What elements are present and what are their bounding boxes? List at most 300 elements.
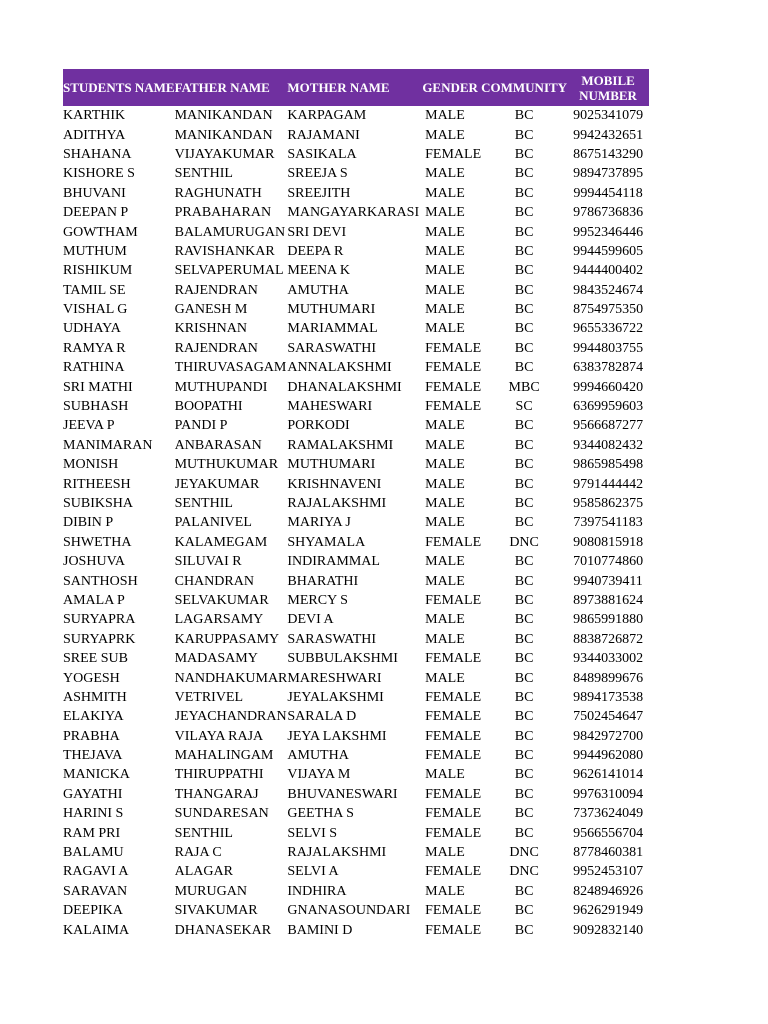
- community-cell[interactable]: BC: [514, 243, 534, 259]
- gender-cell[interactable]: FEMALE: [425, 903, 482, 919]
- table-row: [63, 649, 649, 668]
- father-name-cell[interactable]: SENTHIL: [174, 496, 233, 511]
- mother-name-cell[interactable]: AMUTHA: [287, 282, 349, 298]
- student-name-cell[interactable]: MONISH: [63, 457, 119, 473]
- community-cell[interactable]: BC: [514, 573, 534, 589]
- header-mobile-number[interactable]: MOBILE NUMBER: [567, 69, 649, 106]
- mother-name-cell[interactable]: SELVI S: [287, 825, 338, 841]
- mobile-number-cell[interactable]: 9344033002: [573, 651, 644, 667]
- father-name-cell[interactable]: CHANDRAN: [174, 573, 254, 589]
- father-name-cell[interactable]: KALAMEGAM: [174, 534, 268, 550]
- mother-name-cell[interactable]: SHYAMALA: [287, 534, 366, 550]
- gender-cell[interactable]: FEMALE: [425, 340, 482, 356]
- father-name-cell[interactable]: SIVAKUMAR: [174, 903, 258, 919]
- table-row: [63, 862, 649, 881]
- mobile-number-cell[interactable]: 9566687277: [573, 418, 644, 434]
- mother-name-cell[interactable]: RAMALAKSHMI: [287, 437, 394, 453]
- father-name-cell[interactable]: KRISHNAN: [174, 321, 247, 337]
- community-cell[interactable]: BC: [514, 670, 534, 686]
- table-row: [63, 591, 649, 610]
- gender-cell[interactable]: FEMALE: [425, 709, 482, 725]
- father-name-cell[interactable]: MUTHUKUMAR: [174, 457, 279, 473]
- mother-name-cell[interactable]: SASIKALA: [287, 146, 357, 162]
- community-cell[interactable]: BC: [514, 806, 534, 822]
- gender-cell[interactable]: FEMALE: [425, 399, 482, 415]
- community-cell[interactable]: BC: [514, 515, 534, 531]
- mobile-number-cell[interactable]: 9944962080: [573, 748, 644, 764]
- mother-name-cell[interactable]: SREEJA S: [287, 166, 348, 182]
- community-cell[interactable]: BC: [514, 224, 534, 240]
- header-students-name[interactable]: STUDENTS NAME: [63, 69, 175, 106]
- student-name-cell[interactable]: DEEPIKA: [63, 903, 123, 919]
- mobile-number-cell[interactable]: 9025341079: [573, 108, 644, 124]
- student-name-cell[interactable]: GAYATHI: [63, 786, 123, 802]
- student-name-cell[interactable]: MANIMARAN: [63, 437, 153, 453]
- mobile-number-cell[interactable]: 9940739411: [573, 573, 643, 589]
- father-name-cell[interactable]: THANGARAJ: [174, 786, 259, 802]
- table-row: [63, 300, 649, 319]
- gender-cell[interactable]: MALE: [425, 670, 465, 686]
- student-name-cell[interactable]: RATHINA: [63, 360, 125, 376]
- table-row: [63, 668, 649, 687]
- gender-cell[interactable]: MALE: [425, 631, 465, 647]
- gender-cell[interactable]: FEMALE: [425, 748, 482, 764]
- father-name-cell[interactable]: JEYACHANDRAN: [174, 709, 287, 725]
- mobile-number-cell[interactable]: 9092832140: [573, 922, 644, 938]
- community-cell[interactable]: BC: [514, 302, 534, 318]
- header-gender[interactable]: GENDER: [419, 69, 481, 106]
- gender-cell[interactable]: MALE: [425, 224, 465, 240]
- header-row: [63, 69, 649, 106]
- community-cell[interactable]: BC: [514, 282, 534, 298]
- spreadsheet: [63, 69, 649, 940]
- mother-name-cell[interactable]: KRISHNAVENI: [287, 476, 382, 492]
- mobile-number-cell[interactable]: 9952346446: [573, 224, 644, 240]
- table-row: [63, 319, 649, 338]
- table-row: [63, 746, 649, 765]
- father-name-cell[interactable]: RAGHUNATH: [174, 185, 262, 201]
- gender-cell[interactable]: MALE: [425, 282, 465, 298]
- mother-name-cell[interactable]: BAMINI D: [287, 922, 353, 938]
- student-name-cell[interactable]: VISHAL G: [63, 302, 128, 318]
- mother-name-cell[interactable]: RAJAMANI: [287, 127, 360, 143]
- table-row: [63, 552, 649, 571]
- gender-cell[interactable]: FEMALE: [425, 651, 482, 667]
- mother-name-cell[interactable]: BHARATHI: [287, 573, 359, 589]
- father-name-cell[interactable]: DHANASEKAR: [174, 922, 272, 938]
- table-row: [63, 765, 649, 784]
- father-name-cell[interactable]: THIRUVASAGAM: [174, 360, 287, 376]
- mother-name-cell[interactable]: MARESHWARI: [287, 670, 382, 686]
- mother-name-cell[interactable]: SARASWATHI: [287, 340, 377, 356]
- community-cell[interactable]: DNC: [509, 845, 539, 861]
- community-cell[interactable]: BC: [514, 205, 534, 221]
- mother-name-cell[interactable]: DHANALAKSHMI: [287, 379, 402, 395]
- mother-name-cell[interactable]: SARASWATHI: [287, 631, 377, 647]
- student-name-cell[interactable]: JOSHUVA: [63, 554, 125, 570]
- mobile-number-cell[interactable]: 9843524674: [573, 282, 644, 298]
- header-mother-name[interactable]: MOTHER NAME: [287, 69, 419, 106]
- mobile-number-cell[interactable]: 9976310094: [573, 786, 644, 802]
- community-cell[interactable]: BC: [514, 922, 534, 938]
- father-name-cell[interactable]: BOOPATHI: [174, 399, 243, 415]
- gender-cell[interactable]: MALE: [425, 845, 465, 861]
- gender-cell[interactable]: MALE: [425, 418, 465, 434]
- mother-name-cell[interactable]: SREEJITH: [287, 185, 351, 201]
- student-name-cell[interactable]: SREE SUB: [63, 651, 128, 667]
- header-father-name[interactable]: FATHER NAME: [175, 69, 288, 106]
- father-name-cell[interactable]: MURUGAN: [174, 883, 247, 899]
- mother-name-cell[interactable]: MUTHUMARI: [287, 302, 376, 318]
- father-name-cell[interactable]: PRABAHARAN: [174, 205, 272, 221]
- table-row: [63, 610, 649, 629]
- mother-name-cell[interactable]: SRI DEVI: [287, 224, 347, 240]
- mother-name-cell[interactable]: MARIYA J: [287, 515, 351, 531]
- mother-name-cell[interactable]: MANGAYARKARASI: [287, 205, 420, 221]
- father-name-cell[interactable]: RAJA C: [174, 845, 222, 861]
- mobile-number-cell[interactable]: 9786736836: [573, 205, 644, 221]
- student-name-cell[interactable]: AMALA P: [63, 592, 125, 608]
- student-name-cell[interactable]: SURYAPRK: [63, 631, 136, 647]
- father-name-cell[interactable]: VILAYA RAJA: [174, 728, 264, 744]
- father-name-cell[interactable]: VETRIVEL: [174, 689, 244, 705]
- community-cell[interactable]: BC: [514, 185, 534, 201]
- mobile-number-cell[interactable]: 9865985498: [573, 457, 644, 473]
- student-name-cell[interactable]: JEEVA P: [63, 418, 115, 434]
- father-name-cell[interactable]: JEYAKUMAR: [174, 476, 260, 492]
- mobile-number-cell[interactable]: 9944599605: [573, 243, 644, 259]
- mobile-number-cell[interactable]: 9865991880: [573, 612, 644, 628]
- community-cell[interactable]: BC: [514, 592, 534, 608]
- mobile-number-cell[interactable]: 9994660420: [573, 379, 644, 395]
- community-cell[interactable]: BC: [514, 263, 534, 279]
- table-row: [63, 630, 649, 649]
- gender-cell[interactable]: MALE: [425, 476, 465, 492]
- student-name-cell[interactable]: RAMYA R: [63, 340, 126, 356]
- gender-cell[interactable]: FEMALE: [425, 592, 482, 608]
- father-name-cell[interactable]: VIJAYAKUMAR: [174, 146, 275, 162]
- mobile-number-cell[interactable]: 9344082432: [573, 437, 644, 453]
- student-name-cell[interactable]: ASHMITH: [63, 689, 127, 705]
- mother-name-cell[interactable]: DEEPA R: [287, 243, 344, 259]
- gender-cell[interactable]: FEMALE: [425, 806, 482, 822]
- student-name-cell[interactable]: SRI MATHI: [63, 379, 133, 395]
- table-row: [63, 882, 649, 901]
- table-row: [63, 377, 649, 396]
- table-row: [63, 145, 649, 164]
- student-name-cell[interactable]: DIBIN P: [63, 515, 114, 531]
- mobile-number-cell[interactable]: 8838726872: [573, 631, 644, 647]
- community-cell[interactable]: BC: [514, 709, 534, 725]
- mobile-number-cell[interactable]: 8754975350: [573, 302, 644, 318]
- gender-cell[interactable]: MALE: [425, 457, 465, 473]
- father-name-cell[interactable]: KARUPPASAMY: [174, 631, 280, 647]
- table-row: [63, 920, 649, 939]
- table-row: [63, 843, 649, 862]
- community-cell[interactable]: BC: [514, 883, 534, 899]
- table-row: [63, 397, 649, 416]
- gender-cell[interactable]: MALE: [425, 263, 465, 279]
- mobile-number-cell[interactable]: 8778460381: [573, 845, 644, 861]
- gender-cell[interactable]: FEMALE: [425, 146, 482, 162]
- gender-cell[interactable]: MALE: [425, 205, 465, 221]
- student-name-cell[interactable]: KARTHIK: [63, 108, 126, 124]
- gender-cell[interactable]: FEMALE: [425, 728, 482, 744]
- gender-cell[interactable]: MALE: [425, 515, 465, 531]
- gender-cell[interactable]: FEMALE: [425, 786, 482, 802]
- gender-cell[interactable]: MALE: [425, 321, 465, 337]
- father-name-cell[interactable]: MANIKANDAN: [174, 127, 273, 143]
- gender-cell[interactable]: MALE: [425, 612, 465, 628]
- community-cell[interactable]: SC: [515, 399, 533, 415]
- gender-cell[interactable]: MALE: [425, 437, 465, 453]
- student-name-cell[interactable]: YOGESH: [63, 670, 120, 686]
- community-cell[interactable]: BC: [514, 476, 534, 492]
- mobile-number-cell[interactable]: 7010774860: [573, 554, 644, 570]
- table-row: [63, 785, 649, 804]
- community-cell[interactable]: BC: [514, 108, 534, 124]
- student-name-cell[interactable]: ELAKIYA: [63, 709, 124, 725]
- table-row: [63, 474, 649, 493]
- community-cell[interactable]: BC: [514, 496, 534, 511]
- gender-cell[interactable]: FEMALE: [425, 534, 482, 550]
- community-cell[interactable]: BC: [514, 767, 534, 783]
- header-community[interactable]: COMMUNITY: [481, 69, 567, 106]
- mobile-number-cell[interactable]: 9585862375: [573, 496, 644, 511]
- community-cell[interactable]: BC: [514, 903, 534, 919]
- student-name-cell[interactable]: PRABHA: [63, 728, 120, 744]
- gender-cell[interactable]: FEMALE: [425, 379, 482, 395]
- mobile-number-cell[interactable]: 9952453107: [573, 864, 644, 880]
- table-row: [63, 125, 649, 144]
- community-cell[interactable]: BC: [514, 651, 534, 667]
- mobile-number-cell[interactable]: 8248946926: [573, 883, 644, 899]
- student-name-cell[interactable]: KISHORE S: [63, 166, 135, 182]
- mother-name-cell[interactable]: JEYA LAKSHMI: [287, 728, 387, 744]
- mother-name-cell[interactable]: DEVI A: [287, 612, 334, 628]
- mobile-number-cell[interactable]: 9894737895: [573, 166, 644, 182]
- table-row: [63, 727, 649, 746]
- community-cell[interactable]: BC: [514, 825, 534, 841]
- mother-name-cell[interactable]: MAHESWARI: [287, 399, 373, 415]
- table-row: [63, 823, 649, 842]
- student-name-cell[interactable]: SHAHANA: [63, 146, 132, 162]
- gender-cell[interactable]: FEMALE: [425, 922, 482, 938]
- student-name-cell[interactable]: HARINI S: [63, 806, 124, 822]
- table-row: [63, 571, 649, 590]
- gender-cell[interactable]: MALE: [425, 108, 465, 124]
- mobile-number-cell[interactable]: 8489899676: [573, 670, 644, 686]
- gender-cell[interactable]: MALE: [425, 496, 465, 511]
- father-name-cell[interactable]: LAGARSAMY: [174, 612, 264, 628]
- mobile-number-cell[interactable]: 9944803755: [573, 340, 644, 356]
- father-name-cell[interactable]: MANIKANDAN: [174, 108, 273, 124]
- gender-cell[interactable]: FEMALE: [425, 689, 482, 705]
- mobile-number-cell[interactable]: 9626141014: [573, 767, 644, 783]
- community-cell[interactable]: BC: [514, 437, 534, 453]
- mobile-number-cell[interactable]: 8675143290: [573, 146, 644, 162]
- father-name-cell[interactable]: SENTHIL: [174, 166, 233, 182]
- father-name-cell[interactable]: RAJENDRAN: [174, 282, 258, 298]
- community-cell[interactable]: DNC: [509, 534, 539, 550]
- mobile-number-cell[interactable]: 9444400402: [573, 263, 644, 279]
- student-name-cell[interactable]: KALAIMA: [63, 922, 130, 938]
- community-cell[interactable]: DNC: [509, 864, 539, 880]
- community-cell[interactable]: BC: [514, 554, 534, 570]
- community-cell[interactable]: BC: [514, 728, 534, 744]
- gender-cell[interactable]: MALE: [425, 554, 465, 570]
- community-cell[interactable]: BC: [514, 457, 534, 473]
- gender-cell[interactable]: FEMALE: [425, 360, 482, 376]
- community-cell[interactable]: BC: [514, 631, 534, 647]
- student-name-cell[interactable]: BALAMU: [63, 845, 124, 861]
- mother-name-cell[interactable]: SELVI A: [287, 864, 339, 880]
- student-name-cell[interactable]: BHUVANI: [63, 185, 126, 201]
- mobile-number-cell[interactable]: 9566556704: [573, 825, 644, 841]
- gender-cell[interactable]: FEMALE: [425, 825, 482, 841]
- mother-name-cell[interactable]: VIJAYA M: [287, 767, 351, 783]
- mother-name-cell[interactable]: MERCY S: [287, 592, 348, 608]
- mother-name-cell[interactable]: MARIAMMAL: [287, 321, 378, 337]
- community-cell[interactable]: BC: [514, 321, 534, 337]
- mobile-number-cell[interactable]: 6383782874: [573, 360, 644, 376]
- mobile-number-cell[interactable]: 9626291949: [573, 903, 644, 919]
- mother-name-cell[interactable]: SARALA D: [287, 709, 357, 725]
- mobile-number-cell[interactable]: 7502454647: [573, 709, 644, 725]
- table-body: [63, 106, 649, 940]
- table-row: [63, 203, 649, 222]
- mobile-number-cell[interactable]: 8973881624: [573, 592, 644, 608]
- table-row: [63, 416, 649, 435]
- father-name-cell[interactable]: NANDHAKUMAR: [174, 670, 288, 686]
- gender-cell[interactable]: FEMALE: [425, 864, 482, 880]
- table-row: [63, 533, 649, 552]
- mobile-number-cell[interactable]: 9842972700: [573, 728, 644, 744]
- student-name-cell[interactable]: TAMIL SE: [63, 282, 126, 298]
- mother-name-cell[interactable]: AMUTHA: [287, 748, 349, 764]
- mother-name-cell[interactable]: INDIRAMMAL: [287, 554, 380, 570]
- mother-name-cell[interactable]: ANNALAKSHMI: [287, 360, 392, 376]
- father-name-cell[interactable]: GANESH M: [174, 302, 248, 318]
- father-name-cell[interactable]: SUNDARESAN: [174, 806, 269, 822]
- community-cell[interactable]: BC: [514, 127, 534, 143]
- community-cell[interactable]: MBC: [508, 379, 540, 395]
- mother-name-cell[interactable]: PORKODI: [287, 418, 350, 434]
- mother-name-cell[interactable]: MEENA K: [287, 263, 351, 279]
- gender-cell[interactable]: MALE: [425, 127, 465, 143]
- father-name-cell[interactable]: PANDI P: [174, 418, 228, 434]
- mother-name-cell[interactable]: BHUVANESWARI: [287, 786, 398, 802]
- community-cell[interactable]: BC: [514, 786, 534, 802]
- mother-name-cell[interactable]: INDHIRA: [287, 883, 347, 899]
- gender-cell[interactable]: MALE: [425, 767, 465, 783]
- student-name-cell[interactable]: SHWETHA: [63, 534, 132, 550]
- father-name-cell[interactable]: MAHALINGAM: [174, 748, 274, 764]
- father-name-cell[interactable]: SELVAKUMAR: [174, 592, 269, 608]
- father-name-cell[interactable]: PALANIVEL: [174, 515, 252, 531]
- community-cell[interactable]: BC: [514, 612, 534, 628]
- table-row: [63, 164, 649, 183]
- community-cell[interactable]: BC: [514, 340, 534, 356]
- father-name-cell[interactable]: MADASAMY: [174, 651, 258, 667]
- community-cell[interactable]: BC: [514, 748, 534, 764]
- community-cell[interactable]: BC: [514, 166, 534, 182]
- mobile-number-cell[interactable]: 9994454118: [573, 185, 643, 201]
- mobile-number-cell[interactable]: 9791444442: [573, 476, 644, 492]
- mother-name-cell[interactable]: KARPAGAM: [287, 108, 367, 124]
- table-row: [63, 513, 649, 532]
- table-row: [63, 494, 649, 513]
- mobile-number-cell[interactable]: 9080815918: [573, 534, 644, 550]
- mother-name-cell[interactable]: RAJALAKSHMI: [287, 845, 387, 861]
- mobile-number-cell[interactable]: 6369959603: [573, 399, 644, 415]
- father-name-cell[interactable]: THIRUPPATHI: [174, 767, 264, 783]
- student-name-cell[interactable]: MANICKA: [63, 767, 130, 783]
- table-row: [63, 281, 649, 300]
- father-name-cell[interactable]: ALAGAR: [174, 864, 233, 880]
- mother-name-cell[interactable]: JEYALAKSHMI: [287, 689, 384, 705]
- gender-cell[interactable]: MALE: [425, 883, 465, 899]
- father-name-cell[interactable]: RAVISHANKAR: [174, 243, 275, 259]
- mobile-number-cell[interactable]: 9894173538: [573, 689, 644, 705]
- student-name-cell[interactable]: ADITHYA: [63, 127, 126, 143]
- student-name-cell[interactable]: SUBHASH: [63, 399, 129, 415]
- father-name-cell[interactable]: ANBARASAN: [174, 437, 262, 453]
- mobile-number-cell[interactable]: 9655336722: [573, 321, 644, 337]
- student-name-cell[interactable]: RISHIKUM: [63, 263, 133, 279]
- mobile-number-cell[interactable]: 7397541183: [573, 515, 643, 531]
- mother-name-cell[interactable]: GEETHA S: [287, 806, 354, 822]
- community-cell[interactable]: BC: [514, 360, 534, 376]
- father-name-cell[interactable]: RAJENDRAN: [174, 340, 258, 356]
- student-name-cell[interactable]: RITHEESH: [63, 476, 131, 492]
- student-name-cell[interactable]: GOWTHAM: [63, 224, 138, 240]
- gender-cell[interactable]: MALE: [425, 302, 465, 318]
- student-name-cell[interactable]: THEJAVA: [63, 748, 123, 764]
- table-row: [63, 358, 649, 377]
- student-name-cell[interactable]: UDHAYA: [63, 321, 121, 337]
- father-name-cell[interactable]: SELVAPERUMAL: [174, 263, 284, 279]
- student-name-cell[interactable]: RAM PRI: [63, 825, 121, 841]
- gender-cell[interactable]: MALE: [425, 166, 465, 182]
- community-cell[interactable]: BC: [514, 418, 534, 434]
- mobile-number-cell[interactable]: 7373624049: [573, 806, 644, 822]
- student-name-cell[interactable]: SANTHOSH: [63, 573, 138, 589]
- father-name-cell[interactable]: MUTHUPANDI: [174, 379, 268, 395]
- table-row: [63, 901, 649, 920]
- mother-name-cell[interactable]: GNANASOUNDARI: [287, 903, 411, 919]
- mother-name-cell[interactable]: MUTHUMARI: [287, 457, 376, 473]
- mobile-number-cell[interactable]: 9942432651: [573, 127, 644, 143]
- community-cell[interactable]: BC: [514, 689, 534, 705]
- student-name-cell[interactable]: SUBIKSHA: [63, 496, 134, 511]
- father-name-cell[interactable]: SENTHIL: [174, 825, 233, 841]
- gender-cell[interactable]: MALE: [425, 243, 465, 259]
- student-name-cell[interactable]: SARAVAN: [63, 883, 128, 899]
- student-name-cell[interactable]: SURYAPRA: [63, 612, 136, 628]
- table-row: [63, 707, 649, 726]
- student-name-cell[interactable]: RAGAVI A: [63, 864, 129, 880]
- gender-cell[interactable]: MALE: [425, 185, 465, 201]
- student-name-cell[interactable]: DEEPAN P: [63, 205, 129, 221]
- student-name-cell[interactable]: MUTHUM: [63, 243, 127, 259]
- mother-name-cell[interactable]: RAJALAKSHMI: [287, 496, 387, 511]
- father-name-cell[interactable]: SILUVAI R: [174, 554, 242, 570]
- mother-name-cell[interactable]: SUBBULAKSHMI: [287, 651, 398, 667]
- father-name-cell[interactable]: BALAMURUGAN: [174, 224, 286, 240]
- community-cell[interactable]: BC: [514, 146, 534, 162]
- gender-cell[interactable]: MALE: [425, 573, 465, 589]
